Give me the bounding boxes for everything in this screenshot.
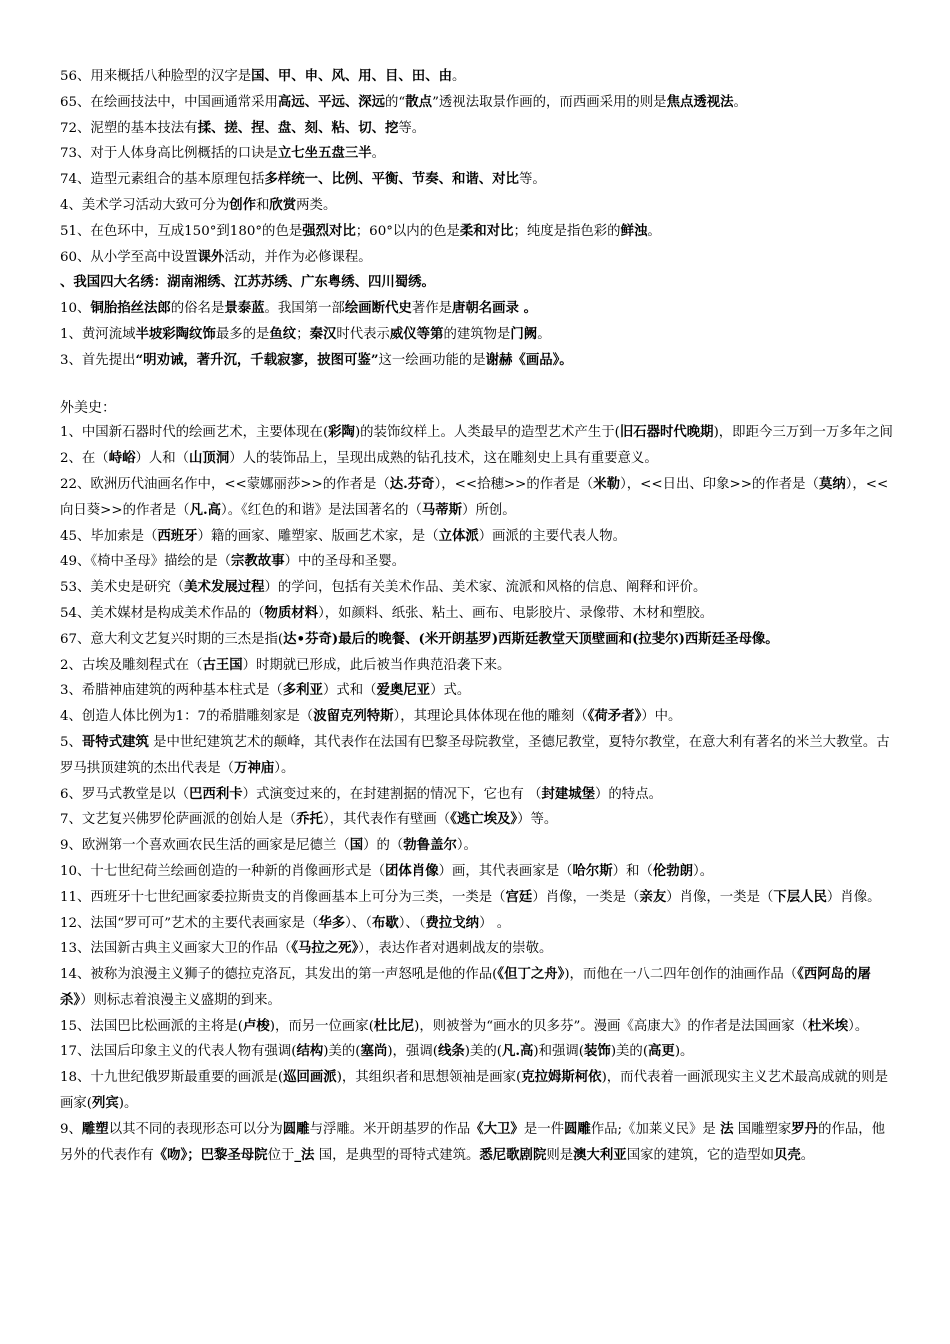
bold-answer: 古王国 — [202, 656, 243, 673]
list-item — [60, 601, 896, 627]
bold-answer: 、我国四大名绣：湖南湘绣、江苏苏绣、广东粤绣、四川蜀绣。 — [60, 274, 435, 291]
text-segment: ；纯度是指色彩的 — [513, 223, 621, 239]
text-segment: ） 。 — [479, 915, 511, 931]
text-segment: )的装饰纹样上。人类最早的造型艺术产生于( — [354, 425, 620, 441]
bold-answer: 威仪等第 — [389, 325, 444, 342]
text-segment: ），<<日出、印象>>的作者是（ — [620, 476, 819, 492]
text-segment: ）画派的主要代表人物。 — [478, 528, 627, 544]
text-segment: 。我国第一部 — [264, 301, 345, 317]
bold-answer: 宫廷 — [505, 888, 533, 905]
list-item — [60, 859, 896, 885]
text-segment: ）式演变过来的，在封建割据的情况下，它也有 （ — [242, 786, 542, 802]
bold-answer: 雕塑 — [81, 1120, 109, 1137]
text-segment: )，则被誉为“画水的贝多芬”。漫画《高康大》的作者是法国画家（ — [414, 1018, 808, 1034]
text-segment: 7、文艺复兴佛罗伦萨画派的创始人是（ — [60, 812, 297, 828]
text-segment: 。 — [800, 1147, 815, 1163]
text-segment: ）人的装饰品上，呈现出成熟的钻孔技术，这在雕刻史上具有重要意义。 — [229, 451, 658, 467]
bold-answer: 克拉姆斯柯依 — [521, 1069, 602, 1086]
text-segment: 45、毕加索是（ — [60, 528, 158, 544]
text-segment: 。 — [647, 223, 661, 239]
list-item — [60, 446, 896, 472]
text-segment: )，而另一位画家( — [269, 1018, 374, 1034]
bold-answer: 多样统一、比例、平衡、节奏、和谐、对比 — [264, 171, 519, 188]
text-segment: 53、美术史是研究（ — [60, 580, 185, 596]
text-segment: 国家的建筑，它的造型如 — [626, 1147, 774, 1163]
bold-answer: 课外 — [197, 248, 225, 265]
bold-answer: 列宾 — [92, 1095, 119, 1112]
text-segment: 18、十九世纪俄罗斯最重要的画派是( — [60, 1070, 284, 1086]
text-segment: 65、在绘画技法中，中国画通常采用 — [60, 94, 278, 110]
bold-answer: 高远、平远、深远 — [277, 93, 386, 110]
document-page — [60, 64, 896, 1168]
text-segment: ）肖像，一类是（ — [666, 889, 774, 905]
text-segment: 17、法国后印象主义的代表人物有强调( — [60, 1044, 297, 1060]
bold-answer: 《荷矛者》 — [587, 708, 642, 725]
text-segment: 10、十七世纪荷兰绘画创造的一种新的肖像画形式是（ — [60, 863, 386, 879]
text-segment: 74、造型元素组合的基本原理包括 — [60, 172, 265, 188]
text-segment: ），<<拾穗>>的作者是（ — [434, 476, 594, 492]
text-segment: ）。 — [456, 838, 477, 854]
bold-answer: 马蒂斯 — [421, 501, 463, 518]
bold-answer: 散点 — [405, 93, 433, 110]
bold-answer: 爱奥尼亚 — [376, 682, 431, 699]
text-segment: 9、 — [60, 1121, 82, 1137]
list-item — [60, 885, 896, 911]
bold-answer: “明劝诫，著升沉，千载寂寥，披图可鉴” — [135, 351, 379, 368]
text-segment: 22、欧洲历代油画名作中，<<蒙娜丽莎>>的作者是（ — [60, 476, 390, 492]
text-segment: 两类。 — [296, 197, 337, 213]
list-item — [60, 141, 896, 167]
list-item — [60, 833, 896, 859]
bold-answer: 费拉戈纳 — [425, 914, 480, 931]
text-segment: ）。 — [274, 760, 295, 776]
text-segment: )，而代表着一画派现实主义艺术最高成就的则是画家( — [60, 1070, 888, 1112]
list-item — [60, 704, 896, 730]
bold-answer: 唐朝名画录 。 — [451, 300, 537, 317]
bold-answer: 达.芬奇 — [389, 475, 435, 492]
text-segment: ）、（ — [398, 915, 426, 931]
bold-answer: 欣赏 — [269, 196, 297, 213]
list-item — [60, 420, 896, 446]
bold-answer: 《马拉之死》 — [291, 940, 359, 957]
bold-answer: 法 — [720, 1120, 734, 1137]
text-segment: 国雕塑家 — [733, 1121, 792, 1137]
bold-answer: 门阙 — [510, 325, 538, 342]
text-segment: 14、被称为浪漫主义狮子的德拉克洛瓦，其发出的第一声怒吼是他的作品( — [60, 967, 498, 983]
text-segment: 5、 — [60, 734, 82, 750]
bold-answer: 山顶洞 — [189, 450, 230, 467]
list-item — [60, 678, 896, 704]
text-segment: ），其理论具体体现在他的雕刻（ — [393, 709, 588, 725]
text-segment: ）肖像。 — [826, 889, 881, 905]
bold-answer: 铜胎掐丝法郎 — [90, 300, 171, 317]
list-item — [60, 322, 896, 348]
text-segment: 12、法国“罗可可”艺术的主要代表画家是（ — [60, 915, 319, 931]
text-segment: 15、法国巴比松画派的主将是( — [60, 1018, 243, 1034]
text-segment: 和 — [256, 197, 270, 213]
text-segment: 9、欧洲第一个喜欢画农民生活的画家是尼德兰（ — [60, 838, 350, 854]
text-segment: 时代表示 — [336, 326, 390, 342]
list-item — [60, 193, 896, 219]
section-spacer — [60, 374, 896, 396]
text-segment: ），其代表作有壁画（ — [322, 812, 451, 828]
bold-answer: 装饰 — [584, 1043, 611, 1060]
text-segment: ；60°以内的色是 — [355, 223, 460, 239]
text-segment: ）画，其代表画家是（ — [438, 863, 573, 879]
text-segment: 的建筑物是 — [443, 326, 511, 342]
text-segment: 4、美术学习活动大致可分为 — [60, 197, 230, 213]
text-segment: ）所创。 — [462, 502, 516, 518]
bold-answer: 《但丁之舟》 — [497, 966, 565, 983]
bold-answer: 封建城堡 — [541, 785, 596, 802]
text-segment: ）中的圣母和圣婴。 — [284, 554, 406, 570]
text-segment: ）。 — [848, 1018, 869, 1034]
bold-answer: 凡.高 — [189, 501, 222, 518]
bold-answer: 《大卫》 — [470, 1120, 524, 1137]
text-segment: 2、古埃及雕刻程式在（ — [60, 657, 203, 673]
list-item — [60, 575, 896, 601]
bold-answer: 澳大利亚 — [573, 1146, 627, 1163]
text-segment: 。 — [371, 146, 386, 162]
bold-answer: 圆雕 — [563, 1120, 591, 1137]
bold-answer: 塞尚 — [360, 1043, 388, 1060]
bold-answer: 秦汉 — [309, 325, 337, 342]
list-item — [60, 296, 896, 322]
text-segment: )。 — [118, 1096, 138, 1112]
bold-answer: 哈尔斯 — [572, 862, 613, 879]
text-segment: )，强调( — [387, 1044, 438, 1060]
bold-answer: _法 — [294, 1146, 315, 1163]
bold-answer: 《吻》；巴黎圣母院 — [153, 1146, 268, 1163]
bold-answer: 华多 — [318, 914, 346, 931]
text-segment: 2、在（ — [60, 451, 109, 467]
bold-answer: 万神庙 — [234, 759, 275, 776]
bold-answer: 立体派 — [438, 527, 479, 544]
list-item — [60, 782, 896, 808]
text-segment: )和强调( — [533, 1044, 585, 1060]
text-segment: ）人和（ — [135, 451, 190, 467]
text-segment: )，即距今三万到一万多年之间 — [713, 425, 893, 441]
bold-answer: 峙峪 — [108, 450, 136, 467]
bold-answer: 多利亚 — [282, 682, 323, 699]
text-segment: 56、用来概括八种脸型的汉字是 — [60, 69, 252, 84]
bold-answer: 杜比尼 — [373, 1017, 415, 1034]
text-segment: ）的（ — [363, 838, 404, 854]
text-segment: ），表达作者对遇刺战友的崇敬。 — [358, 941, 553, 957]
bold-answer: 半坡彩陶纹饰 — [135, 325, 216, 342]
bold-answer: 揉、搓、捏、盘、刻、粘、切、挖 — [197, 119, 399, 136]
text-segment: ）式和（ — [322, 683, 377, 699]
bold-answer: 结构 — [296, 1043, 324, 1060]
text-segment: )美的( — [323, 1044, 361, 1060]
bold-answer: 谢赫《画品》。 — [485, 351, 573, 368]
text-segment: 51、在色环中，互成150°到180°的色是 — [60, 223, 303, 239]
bold-answer: 达•芬奇)最后的晚餐、(米开朗基罗)西斯廷教堂天顶壁画和(拉斐尔)西斯廷圣母像。 — [283, 630, 779, 647]
bold-answer: 波留克列特斯 — [313, 708, 394, 725]
list-item — [60, 116, 896, 142]
text-segment: ）式。 — [430, 683, 471, 699]
text-segment: ），<<向日葵>>的作者是（ — [60, 476, 889, 518]
text-segment: 。 — [537, 326, 551, 342]
bold-answer: 线条 — [437, 1043, 465, 1060]
text-segment: ）时期就已形成，此后被当作典范沿袭下来。 — [242, 657, 511, 673]
bold-answer: 《西阿岛的屠杀》 — [60, 966, 871, 1008]
text-segment: 最多的是 — [215, 326, 270, 342]
bold-answer: 高更 — [648, 1043, 675, 1060]
text-segment: )，其组织者和思想领袖是画家( — [336, 1070, 522, 1086]
text-segment: 1、黄河流域 — [60, 326, 136, 342]
bold-answer: 布歇 — [371, 914, 399, 931]
list-item — [60, 653, 896, 679]
text-segment: 的“ — [385, 94, 406, 110]
text-segment: 6、罗马式教堂是以（ — [60, 786, 190, 802]
bold-answer: 鲜浊 — [620, 222, 648, 239]
bold-answer: 悉尼歌剧院 — [479, 1146, 547, 1163]
text-segment: 1、中国新石器时代的绘画艺术，主要体现在( — [60, 425, 329, 441]
list-item — [60, 911, 896, 937]
bold-answer: 团体肖像 — [385, 862, 439, 879]
bold-answer: 罗丹 — [791, 1120, 819, 1137]
text-segment: ）肖像，一类是（ — [532, 889, 640, 905]
text-segment: ”透视法取景作画的，而西画采用的则是 — [432, 94, 667, 110]
text-segment: 是一件 — [523, 1121, 564, 1137]
text-segment: 国，是典型的哥特式建筑。 — [314, 1147, 480, 1163]
bold-answer: 卢梭 — [242, 1017, 270, 1034]
bold-answer: 景泰蓝 — [224, 300, 265, 317]
bold-answer: 强烈对比 — [302, 222, 356, 239]
text-segment: 54、美术媒材是构成美术作品的（ — [60, 605, 265, 621]
list-item — [60, 524, 896, 550]
text-segment: ）。《红色的和谐》是法国著名的（ — [221, 502, 422, 518]
text-segment: 等。 — [398, 120, 426, 136]
bold-answer: 《逃亡埃及》 — [450, 811, 518, 828]
text-segment: )美的( — [610, 1044, 649, 1060]
text-segment: 这一绘画功能的是 — [378, 352, 486, 368]
list-item — [60, 90, 896, 116]
text-segment: 以其不同的表现形态可以分为 — [108, 1121, 283, 1137]
text-segment: 67、意大利文艺复兴时期的三杰是指( — [60, 631, 284, 647]
text-segment: 60、从小学至高中设置 — [60, 249, 198, 265]
text-segment: ）和（ — [612, 863, 653, 879]
bold-answer: 莫纳 — [818, 475, 846, 492]
bold-answer: 美术发展过程 — [184, 579, 265, 596]
bold-answer: 鱼纹 — [269, 325, 297, 342]
bold-answer: 柔和对比 — [459, 222, 514, 239]
text-segment: 则是 — [546, 1147, 574, 1163]
text-segment: 作品;《加莱义民》是 — [590, 1121, 721, 1137]
text-segment: 位于 — [267, 1147, 295, 1163]
bold-answer: 哥特式建筑 — [81, 733, 149, 750]
bold-answer: 勃鲁盖尔 — [403, 837, 457, 854]
bold-answer: 圆雕 — [282, 1120, 310, 1137]
text-segment: ）的学问，包括有关美术作品、美术家、流派和风格的信息、阐释和评价。 — [264, 580, 707, 596]
bold-answer: 物质材料 — [264, 604, 319, 621]
text-segment: )，而他在一八二四年创作的油画作品（ — [564, 967, 798, 983]
list-item — [60, 167, 896, 193]
text-segment: 。 — [451, 69, 466, 84]
text-segment: 是中世纪建筑艺术的颠峰，其代表作在法国有巴黎圣母院教堂，圣德尼教堂，夏特尔教堂，在意大利有著名的米兰大教堂。古罗马拱顶建筑的杰出代表是（ — [60, 734, 890, 776]
bold-answer: 旧石器时代晚期 — [619, 424, 714, 441]
bold-answer: 彩陶 — [328, 424, 355, 441]
text-segment: ）籍的画家、雕塑家、版画艺术家，是（ — [197, 528, 439, 544]
bold-answer: 国、甲、申、风、用、目、田、由 — [251, 68, 452, 84]
text-segment: 的俗名是 — [170, 301, 225, 317]
text-segment: 11、西班牙十七世纪画家委拉斯贵支的肖像画基本上可分为三类，一类是（ — [60, 889, 506, 905]
bold-answer: 下层人民 — [773, 888, 827, 905]
list-item — [60, 219, 896, 245]
text-segment: 。 — [733, 94, 747, 110]
text-segment: )。 — [674, 1044, 694, 1060]
bold-answer: 米勒 — [593, 475, 621, 492]
bold-answer: 凡.高 — [501, 1043, 534, 1060]
text-segment: 73、对于人体身高比例概括的口诀是 — [60, 146, 278, 162]
bold-answer: 亲友 — [639, 888, 667, 905]
list-item — [60, 1065, 896, 1117]
art-knowledge-list — [60, 64, 896, 374]
text-segment: 3、希腊神庙建筑的两种基本柱式是（ — [60, 683, 283, 699]
list-item — [60, 270, 896, 296]
bold-answer: 巡回画派 — [283, 1069, 337, 1086]
text-segment: ； — [296, 326, 310, 342]
text-segment: 的作品，他另外的代表作有 — [60, 1121, 886, 1163]
text-segment: 49、《椅中圣母》描绘的是（ — [60, 554, 232, 570]
bold-answer: 杜米埃 — [807, 1017, 849, 1034]
list-item — [60, 730, 896, 782]
list-item — [60, 549, 896, 575]
text-segment: 著作是 — [411, 301, 452, 317]
bold-answer: 国 — [349, 837, 364, 854]
text-segment: 13、法国新古典主义画家大卫的作品（ — [60, 941, 292, 957]
text-segment: ）。 — [693, 863, 714, 879]
list-item — [60, 1014, 896, 1040]
foreign-art-history-heading: 外美史： — [60, 399, 116, 416]
text-segment: ）中。 — [641, 709, 682, 725]
text-segment: ）、（ — [345, 915, 372, 931]
text-segment: 活动，并作为必修课程。 — [224, 249, 372, 265]
bold-answer: 创作 — [229, 196, 256, 213]
text-segment: ）等。 — [517, 812, 558, 828]
list-item — [60, 472, 896, 524]
text-segment: 等。 — [518, 172, 546, 188]
text-segment: 与浮雕。米开朗基罗的作品 — [309, 1121, 471, 1137]
list-item — [60, 962, 896, 1014]
list-item — [60, 1117, 896, 1169]
text-segment: ），如颜料、纸张、粘土、画布、电影胶片、录像带、木材和塑胶。 — [318, 605, 714, 621]
text-segment: )美的( — [464, 1044, 502, 1060]
bold-answer: 贝壳 — [773, 1146, 801, 1163]
text-segment: 4、创造人体比例为1：7的希腊雕刻家是（ — [60, 709, 314, 725]
text-segment: ）的特点。 — [595, 786, 662, 802]
foreign-art-history-list — [60, 420, 896, 1168]
bold-answer: 伦勃朗 — [652, 862, 694, 879]
bold-answer: 绘画断代史 — [344, 300, 412, 317]
list-item — [60, 348, 896, 374]
text-segment: 10、 — [60, 301, 91, 317]
text-segment: 72、泥塑的基本技法有 — [60, 120, 198, 136]
list-item — [60, 807, 896, 833]
bold-answer: 焦点透视法 — [666, 93, 734, 110]
bold-answer: 宗教故事 — [231, 553, 285, 570]
list-item — [60, 1039, 896, 1065]
bold-answer: 巴西利卡 — [189, 785, 243, 802]
list-item — [60, 627, 896, 653]
bold-answer: 乔托 — [296, 811, 323, 828]
text-segment: ）则标志着浪漫主义盛期的到来。 — [80, 992, 281, 1008]
bold-answer: 立七坐五盘三半 — [277, 145, 372, 162]
bold-answer: 西班牙 — [157, 527, 198, 544]
list-item — [60, 245, 896, 271]
list-item — [60, 936, 896, 962]
list-item — [60, 64, 896, 90]
text-segment: 3、首先提出 — [60, 352, 136, 368]
